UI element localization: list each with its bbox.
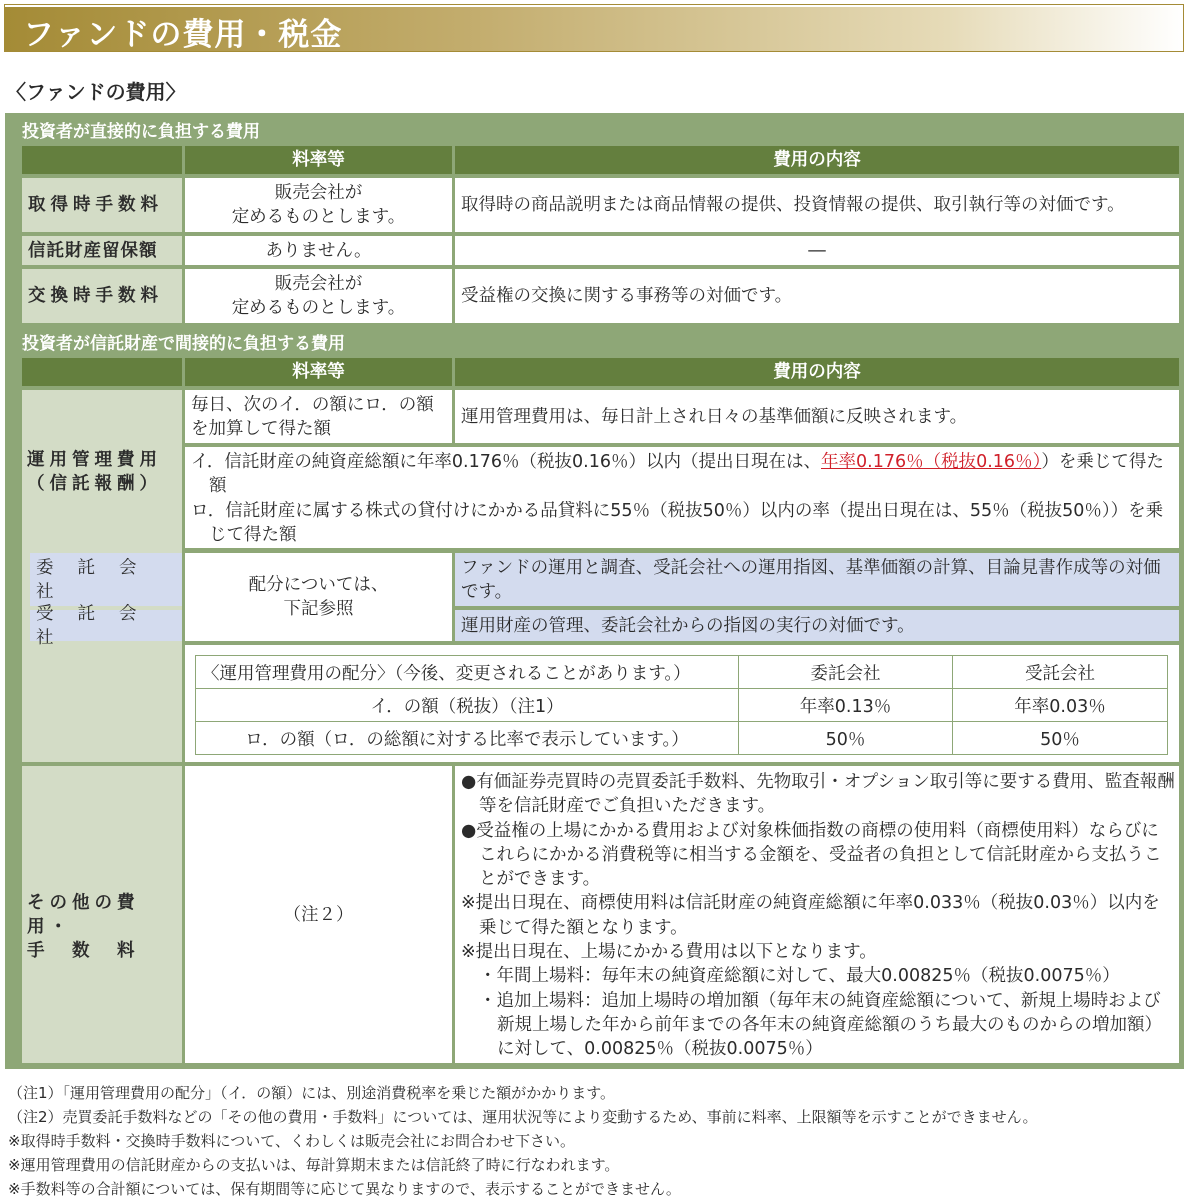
other-fee-line: ※提出日現在、上場にかかる費用は以下となります。 — [461, 942, 877, 963]
section-title: 〈ファンドの費用〉 — [6, 80, 186, 104]
other-fee-label-sub: 手 数 料 — [27, 941, 140, 961]
other-fee-content — [455, 766, 1179, 1063]
row-rate: ありません。 — [185, 236, 452, 265]
jutaku-content: 運用財産の管理、委託会社からの指図の実行の対価です。 — [455, 610, 1179, 641]
header-blank — [22, 146, 182, 174]
current-rate-highlight: 年率0.176％（税抜0.16％） — [821, 452, 1042, 472]
footnote: （注1）「運用管理費用の配分」（イ．の額）には、別途消費税率を乗じた額がかかります。 — [8, 1084, 615, 1102]
footnote: ※取得時手数料・交換時手数料について、くわしくは販売会社にお問合わせ下さい。 — [8, 1132, 575, 1150]
header-rate: 料率等 — [185, 358, 452, 386]
indirect-section-header: 投資者が信託財産で間接的に負担する費用 — [22, 334, 345, 354]
direct-section-header: 投資者が直接的に負担する費用 — [22, 122, 260, 142]
detail-i — [191, 450, 1173, 499]
alloc-value: 年率0.13％ — [739, 689, 953, 722]
itaku-content: ファンドの運用と調査、受託会社への運用指図、基準価額の計算、目論見書作成等の対価です。 — [455, 553, 1179, 606]
footnote: ※運用管理費用の信託財産からの支払いは、毎計算期末または信託終了時に行なわれます。 — [8, 1156, 620, 1174]
row-rate: 販売会社が 定めるものとします。 — [185, 178, 452, 232]
itaku-label — [30, 553, 182, 606]
detail-i-tail: ）を乗じて得た額 — [209, 452, 1164, 497]
other-fee-line: ・年間上場料：毎年末の純資産総額に対して、最大0.00825％（税抜0.0075％） — [479, 966, 1120, 987]
other-fee-line: ●有価証券売買時の売買委託手数料、先物取引・オプション取引等に要する費用、監査報酬等を信託財産でご負担いただきます。 — [461, 772, 1175, 817]
row-label: 信託財産留保額 — [22, 236, 182, 265]
row-content: 受益権の交換に関する事務等の対価です。 — [455, 269, 1179, 323]
mgmt-fee-content: 運用管理費用は、毎日計上され日々の基準価額に反映されます。 — [455, 390, 1179, 443]
other-fee-label — [22, 766, 182, 1063]
other-fee-label-main: その他の費用・ — [27, 893, 140, 937]
alloc-row-label: イ．の額（税抜）（注1） — [196, 689, 739, 722]
alloc-col-itaku: 委託会社 — [739, 656, 953, 689]
alloc-col-jutaku: 受託会社 — [953, 656, 1168, 689]
row-label: 交換時手数料 — [22, 269, 182, 323]
row-label: 取得時手数料 — [22, 178, 182, 232]
page-title: ファンドの費用・税金 — [23, 17, 343, 53]
alloc-header: 〈運用管理費用の配分〉（今後、変更されることがあります。） — [196, 656, 739, 689]
alloc-value: 50％ — [953, 722, 1168, 755]
footnote: ※手数料等の合計額については、保有期間等に応じて異なりますので、表示することができません。 — [8, 1180, 681, 1198]
mgmt-fee-detail — [185, 447, 1179, 548]
mgmt-fee-label-sub: （信託報酬） — [27, 474, 162, 494]
alloc-value: 年率0.03％ — [953, 689, 1168, 722]
alloc-row-label: ロ．の額（ロ．の総額に対する比率で表示しています。） — [196, 722, 739, 755]
alloc-value: 50％ — [739, 722, 953, 755]
detail-i-text: イ．信託財産の純資産総額に年率0.176％（税抜0.16％）以内（提出日現在は、 — [191, 452, 821, 472]
row-content: ― — [455, 236, 1179, 265]
mgmt-fee-label-main: 運用管理費用 — [27, 450, 162, 470]
other-fee-line: ※提出日現在、商標使用料は信託財産の純資産総額に年率0.033％（税抜0.03％）以内を乗じて得た額となります。 — [461, 893, 1160, 938]
jutaku-label — [30, 603, 182, 648]
mgmt-fee-rate: 毎日、次のイ．の額にロ．の額を加算して得た額 — [185, 390, 452, 443]
header-blank — [22, 358, 182, 386]
header-content: 費用の内容 — [455, 146, 1179, 174]
itaku-label-text: 委託会社 — [36, 557, 161, 602]
jutaku-label-text: 受託会社 — [36, 603, 161, 648]
alloc-table — [195, 655, 1168, 755]
other-fee-line: ・追加上場料：追加上場時の増加額（毎年末の純資産総額について、新規上場時および新規上場した年から前年までの各年末の純資産総額のうち最大のものからの増加額）に対して、0.00825％（税抜0.0075％） — [479, 990, 1162, 1060]
row-content: 取得時の商品説明または商品情報の提供、投資情報の提供、取引執行等の対価です。 — [455, 178, 1179, 232]
row-rate: 販売会社が 定めるものとします。 — [185, 269, 452, 323]
header-rate: 料率等 — [185, 146, 452, 174]
header-content: 費用の内容 — [455, 358, 1179, 386]
split-rate: 配分については、 下記参照 — [185, 553, 452, 641]
detail-ro: ロ．信託財産に属する株式の貸付けにかかる品貸料に55％（税抜50％）以内の率（提出日現在は、55％（税抜50％））を乗じて得た額 — [191, 500, 1164, 545]
other-fee-rate: （注２） — [185, 766, 452, 1063]
footnote: （注2）売買委託手数料などの「その他の費用・手数料」については、運用状況等により変動するため、事前に料率、上限額等を示すことができません。 — [8, 1108, 1038, 1126]
title-bar — [5, 5, 1183, 51]
other-fee-line: ●受益権の上場にかかる費用および対象株価指数の商標の使用料（商標使用料）ならびにこれらにかかる消費税等に相当する金額を、受益者の負担として信託財産から支払うことができます。 — [461, 820, 1162, 890]
